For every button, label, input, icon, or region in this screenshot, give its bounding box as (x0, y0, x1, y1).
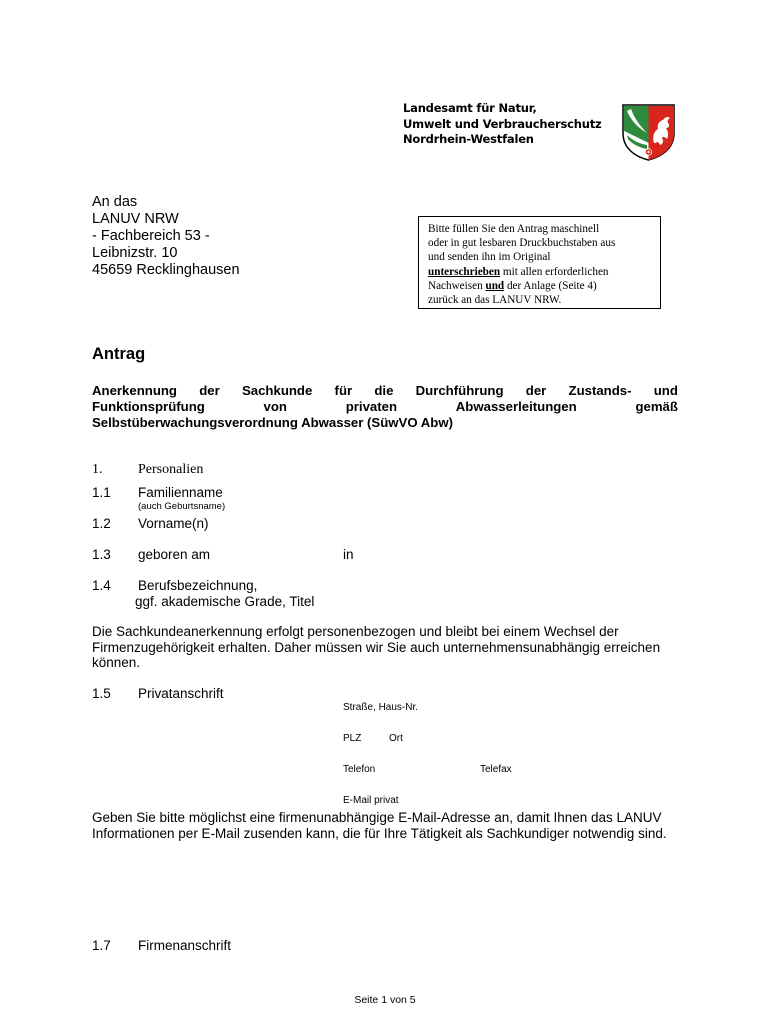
subtitle-word: gemäß (635, 399, 678, 414)
notice-emphasis-and: und (485, 279, 505, 292)
field-label-privatanschrift: Privatanschrift (138, 686, 224, 701)
agency-line-3: Nordrhein-Westfalen (403, 132, 534, 146)
document-title: Antrag (92, 345, 146, 363)
field-label-vorname: Vorname(n) (138, 516, 209, 531)
subtitle-word: Zustands- (568, 383, 632, 398)
instruction-notice-box (418, 216, 661, 309)
subtitle-word: und (653, 383, 678, 398)
notice-text: der Anlage (Seite 4) (504, 279, 597, 292)
field-number: 1.5 (92, 686, 111, 701)
address-line: 45659 Recklinghausen (92, 262, 240, 278)
notice-line: und senden ihn im Original (428, 251, 551, 264)
subtitle-word: privaten (345, 399, 398, 414)
field-hint-email-privat: E-Mail privat (343, 795, 399, 806)
address-line: Leibnizstr. 10 (92, 245, 178, 261)
field-number: 1.3 (92, 547, 111, 562)
nrw-coat-of-arms-icon (621, 103, 676, 161)
agency-name (403, 101, 602, 148)
notice-line: zurück an das LANUV NRW. (428, 294, 562, 307)
notice-line (428, 265, 652, 279)
field-label-familienname: Familienname (138, 485, 223, 500)
section-heading-personalien: Personalien (138, 462, 204, 477)
field-hint-plz: PLZ (343, 733, 362, 744)
document-subtitle (92, 383, 678, 431)
field-number: 1.2 (92, 516, 111, 531)
notice-line: oder in gut lesbaren Druckbuchstaben aus (428, 237, 616, 250)
section-number: 1. (92, 462, 103, 477)
field-label-geboren-am: geboren am (138, 547, 211, 562)
notice-emphasis-signed: unterschrieben (428, 265, 501, 278)
subtitle-word: Anerkennung (92, 383, 177, 398)
subtitle-word: für (334, 383, 353, 398)
page-number: Seite 1 von 5 (354, 994, 416, 1006)
agency-line-1: Landesamt für Natur, (403, 101, 537, 115)
notice-text: mit allen erforderlichen (500, 265, 609, 278)
field-number: 1.1 (92, 485, 111, 500)
field-hint-telefon: Telefon (343, 764, 376, 775)
field-hint-ort: Ort (389, 733, 403, 744)
info-paragraph-personenbezogen: Die Sachkundeanerkennung erfolgt personenbezogen und bleibt bei einem Wechsel der Firmenzugehörigkeit erhalten. Daher müssen wir Sie auch unternehmensunabhängig erreichen können. (92, 624, 661, 670)
notice-text: Nachweisen (428, 279, 486, 292)
subtitle-word: Sachkunde (241, 383, 313, 398)
notice-line (428, 279, 652, 293)
field-label-akademische-grade: ggf. akademische Grade, Titel (135, 594, 315, 609)
subtitle-word: Funktionsprüfung (92, 399, 205, 414)
address-line: An das (92, 194, 138, 210)
recipient-address (92, 194, 240, 279)
field-label-firmenanschrift: Firmenanschrift (138, 938, 232, 953)
field-number: 1.7 (92, 938, 111, 953)
subtitle-word: der (525, 383, 547, 398)
subtitle-line-2 (92, 399, 678, 415)
notice-line: Bitte füllen Sie den Antrag maschinell (428, 223, 600, 235)
subtitle-line-3: Selbstüberwachungsverordnung Abwasser (SüwVO Abw) (92, 415, 454, 430)
field-hint-telefax: Telefax (480, 764, 512, 775)
subtitle-word: von (263, 399, 287, 414)
subtitle-line-1 (92, 383, 678, 399)
address-line: LANUV NRW (92, 211, 179, 227)
address-line: - Fachbereich 53 - (92, 228, 210, 244)
agency-line-2: Umwelt und Verbraucherschutz (403, 116, 602, 131)
info-paragraph-email: Geben Sie bitte möglichst eine firmenunabhängige E-Mail-Adresse an, damit Ihnen das LANUV Informationen per E-Mail zusenden kann, die für Ihre Tätigkeit als Sachkundiger notwendig sind. (92, 810, 667, 841)
subtitle-word: Abwasserleitungen (455, 399, 577, 414)
subtitle-word: der (199, 383, 220, 398)
subtitle-word: Durchführung (415, 383, 504, 398)
field-number: 1.4 (92, 578, 111, 593)
field-label-geburtsort: in (343, 547, 354, 562)
subtitle-word: die (374, 383, 394, 398)
field-hint-geburtsname: (auch Geburtsname) (138, 501, 226, 512)
field-hint-strasse: Straße, Haus-Nr. (343, 702, 419, 713)
field-label-berufsbezeichnung: Berufsbezeichnung, (138, 578, 258, 593)
